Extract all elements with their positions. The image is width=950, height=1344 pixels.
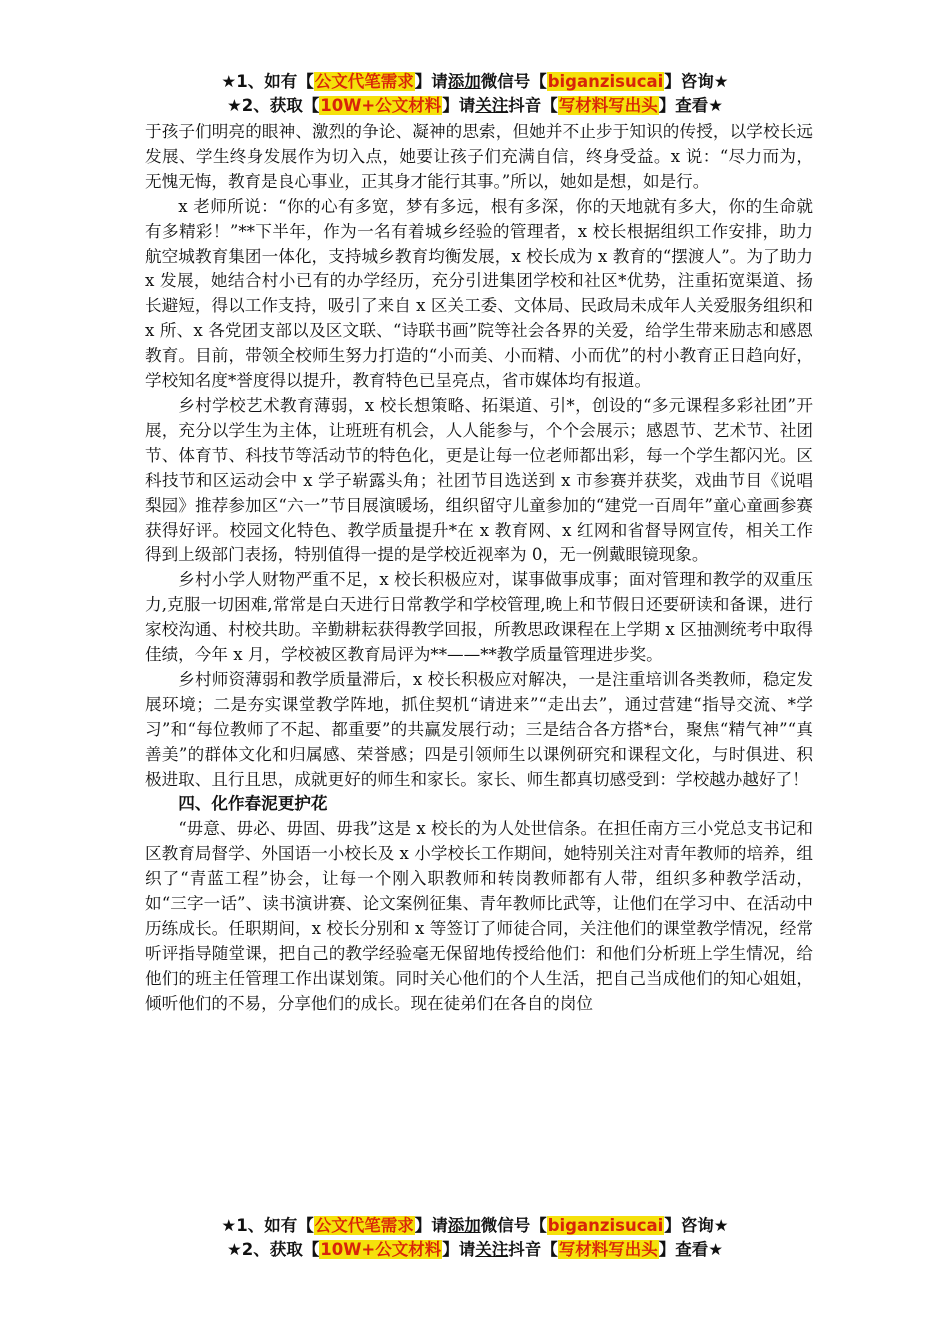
promo-highlight: 10W+公文材料 — [320, 96, 442, 115]
promo-banner-bottom — [0, 1214, 950, 1262]
douyin-account: 写材料写出头 — [558, 1240, 658, 1259]
paragraph: x 老师所说：“你的心有多宽，梦有多远，根有多深，你的天地就有多大，你的生命就有多精彩！”**下半年，作为一名有着城乡经验的管理者，x 校长根据组织工作安排，助力航空城教育集团一体化，支持城乡教育均衡发展，x 校长成为 x 教育的“摆渡人”。为了助力 x 发展，她结合村小已有的办学经历，充分引进集团学校和社区*优势，注重拓宽渠道、扬长避短，得以工作支持，吸引了来自 x 区关工委、文体局、民政局未成年人关爱服务组织和 x 所、x 各党团支部以及区文联、“诗联书画”院等社会各界的关爱，给学生带来励志和感恩教育。目前，带领全校师生努力打造的“小而美、小而精、小而优”的村小教育正日趋向好，学校知名度*誉度得以提升，教育特色已呈亮点，省市媒体均有报道。 — [145, 196, 813, 391]
promo-highlight: 10W+公文材料 — [320, 1240, 442, 1259]
paragraph: “毋意、毋必、毋固、毋我”这是 x 校长的为人处世信条。在担任南方三小党总支书记和区教育局督学、外国语一小校长及 x 小学校长工作期间，她特别关注对青年教师的培养，组织了“青蓝工程”协会，让每一个刚入职教师和转岗教师都有人带，组织多种教学活动，如“三字一话”、读书演讲赛、论文案例征集、青年教师比武等，让他们在学习中、在活动中历练成长。任职期间，x 校长分别和 x 等签订了师徒合同，关注他们的课堂教学情况，经常听评指导随堂课，把自己的教学经验毫无保留地传授给他们：和他们分析班上学生情况，给他们的班主任管理工作出谋划策。同时关心他们的个人生活，把自己当成他们的知心姐姐，倾听他们的不易，分享他们的成长。现在徒弟们在各自的岗位 — [145, 819, 813, 1013]
document-body — [145, 120, 813, 1017]
douyin-account: 写材料写出头 — [558, 96, 658, 115]
wechat-id: biganzisucai — [547, 1216, 664, 1235]
promo-highlight: 公文代笔需求 — [314, 1216, 414, 1235]
promo-line-2: ★2、获取【10W+公文材料】请关注抖音【写材料写出头】查看★ — [226, 1240, 724, 1259]
promo-line-1: ★1、如有【公文代笔需求】请添加微信号【biganzisucai】咨询★ — [221, 1216, 729, 1235]
paragraph: 乡村小学人财物严重不足，x 校长积极应对，谋事做事成事；面对管理和教学的双重压力,克服一切困难,常常是白天进行日常教学和学校管理,晚上和节假日还要研读和备课，进行家校沟通、村校共助。辛勤耕耘获得教学回报，所教思政课程在上学期 x 区抽测统考中取得佳绩，今年 x 月，学校被区教育局评为**——**教学质量管理进步奖。 — [145, 570, 813, 665]
paragraph: 乡村师资薄弱和教学质量滞后，x 校长积极应对解决，一是注重培训各类教师，稳定发展环境；二是夯实课堂教学阵地，抓住契机“请进来”“走出去”，通过营建“指导交流、*学习”和“每位教师了不起、都重要”的共赢发展行动；三是结合各方搭*台，聚焦“精气神”“真善美”的群体文化和归属感、荣誉感；四是引领师生以课例研究和课程文化，与时俱进、积极进取、且行且思，成就更好的师生和家长。家长、师生都真切感受到：学校越办越好了！ — [145, 669, 813, 789]
promo-line-1: ★1、如有【公文代笔需求】请添加微信号【biganzisucai】咨询★ — [221, 72, 729, 91]
promo-highlight: 公文代笔需求 — [314, 72, 414, 91]
paragraph: 乡村学校艺术教育薄弱，x 校长想策略、拓渠道、引*，创设的“多元课程多彩社团”开展，充分以学生为主体，让班班有机会，人人能参与，个个会展示；感恩节、艺术节、社团节、体育节、科技节等活动节的特色化，更是让每一位老师都出彩，每一个学生都闪光。区科技节和区运动会中 x 学子崭露头角；社团节目选送到 x 市参赛并获奖，戏曲节目《说唱梨园》推荐参加区“六一”节目展演暖场，组织留守儿童参加的“建党一百周年”童心童画参赛获得好评。校园文化特色、教学质量提升*在 x 教育网、x 红网和省督导网宣传，相关工作得到上级部门表扬，特别值得一提的是学校近视率为 0，无一例戴眼镜现象。 — [145, 395, 813, 565]
wechat-id: biganzisucai — [547, 72, 664, 91]
paragraph: 于孩子们明亮的眼神、激烈的争论、凝神的思索，但她并不止步于知识的传授，以学校长远发展、学生终身发展作为切入点，她要让孩子们充满自信，终身受益。x 说：“尽力而为，无愧无悔，教育是良心事业，正其身才能行其事。”所以，她如是想，如是行。 — [145, 122, 813, 191]
promo-banner-top — [0, 70, 950, 118]
section-heading: 四、化作春泥更护花 — [178, 794, 328, 814]
promo-line-2: ★2、获取【10W+公文材料】请关注抖音【写材料写出头】查看★ — [226, 96, 724, 115]
